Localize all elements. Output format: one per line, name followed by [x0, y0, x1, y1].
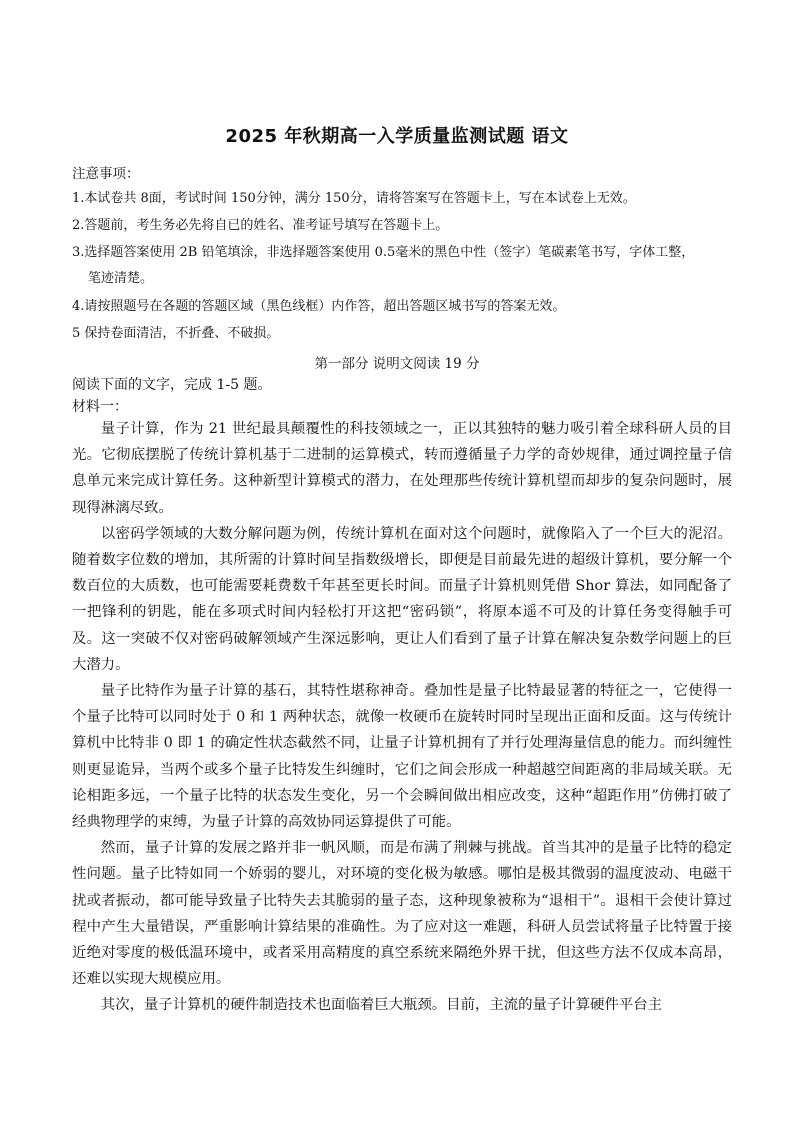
material-label: 材料一：	[72, 399, 128, 415]
notice-item: 1.本试卷共 8面，考试时间 150分钟，满分 150分，请将答案写在答题卡上，写在本试卷上无效。	[72, 191, 636, 206]
notice-item-continuation	[72, 270, 732, 288]
notice-item: 5 保持卷面清洁，不折叠、不破损。	[72, 326, 280, 341]
notice-item-continuation-text: 笔迹清楚。	[88, 271, 154, 286]
paragraph: 量子比特作为量子计算的基石，其特性堪称神奇。叠加性是量子比特最显著的特征之一，它使得一个量子比特可以同时处于 0 和 1 两种状态，就像一枚硬币在旋转时同时呈现出正面和反面。这与传统计算机中比特非 0 即 1 的确定性状态截然不同，让量子计算机拥有了并行处理海量信息的能力。而纠缠性则更显诡异，当两个或多个量子比特发生纠缠时，它们之间会形成一种超越空间距离的非局域关联。无论相距多远，一个量子比特的状态发生变化，另一个会瞬间做出相应改变，这种“超距作用”仿佛打破了经典物理学的束缚，为量子计算的高效协同运算提供了可能。	[72, 683, 732, 831]
notice-item: 3.选择题答案使用 2B 铅笔填涂，非选择题答案使用 0.5毫米的黑色中性（签字）笔碳素笔书写，字体工整，	[72, 245, 695, 260]
paragraph: 以密码学领域的大数分解问题为例，传统计算机在面对这个问题时，就像陷入了一个巨大的泥沼。随着数字位数的增加，其所需的计算时间呈指数级增长，即便是目前最先进的超级计算机，要分解一个数百位的大质数，也可能需要耗费数千年甚至更长时间。而量子计算机则凭借 Shor 算法，如同配备了一把锋利的钥匙，能在多项式时间内轻松打开这把“密码锁”，将原本遥不可及的计算任务变得触手可及。这一突破不仅对密码破解领域产生深远影响，更让人们看到了量子计算在解决复杂数学问题上的巨大潜力。	[72, 525, 732, 673]
exam-title: 2025 年秋期高一入学质量监测试题 语文	[225, 126, 569, 147]
reading-instruction: 阅读下面的文字，完成 1-5 题。	[72, 377, 272, 393]
notice-item: 4.请按照题号在各题的答题区域（黑色线框）内作答，超出答题区城书写的答案无效。	[72, 299, 566, 314]
paragraph: 其次，量子计算机的硬件制造技术也面临着巨大瓶颈。目前，主流的量子计算硬件平台主	[100, 997, 663, 1014]
paragraph: 量子计算，作为 21 世纪最具颠覆性的科技领域之一，正以其独特的魅力吸引着全球科研人员的目光。它彻底摆脱了传统计算机基于二进制的运算模式，转而遵循量子力学的奇妙规律，通过调控量子信息单元来完成计算任务。这种新型计算模式的潜力，在处理那些传统计算机望而却步的复杂问题时，展现得淋漓尽致。	[72, 421, 732, 516]
notice-heading: 注意事项：	[72, 166, 140, 182]
notice-item: 2.答题前，考生务必先将自已的姓名、准考证号填写在答题卡上。	[72, 218, 449, 233]
paragraph: 然而，量子计算的发展之路并非一帆风顺，而是布满了荆棘与挑战。首当其冲的是量子比特的稳定性问题。量子比特如同一个娇弱的婴儿，对环境的变化极为敏感。哪怕是极其微弱的温度波动、电磁干扰或者振动，都可能导致量子比特失去其脆弱的量子态，这种现象被称为“退相干”。退相干会使计算过程中产生大量错误，严重影响计算结果的准确性。为了应对这一难题，科研人员尝试将量子比特置于接近绝对零度的极低温环境中，或者采用高精度的真空系统来隔绝外界干扰，但这些方法不仅成本高昂，还难以实现大规模应用。	[72, 840, 732, 988]
section-title: 第一部分 说明文阅读 19 分	[314, 356, 480, 372]
material-text	[72, 416, 732, 1019]
